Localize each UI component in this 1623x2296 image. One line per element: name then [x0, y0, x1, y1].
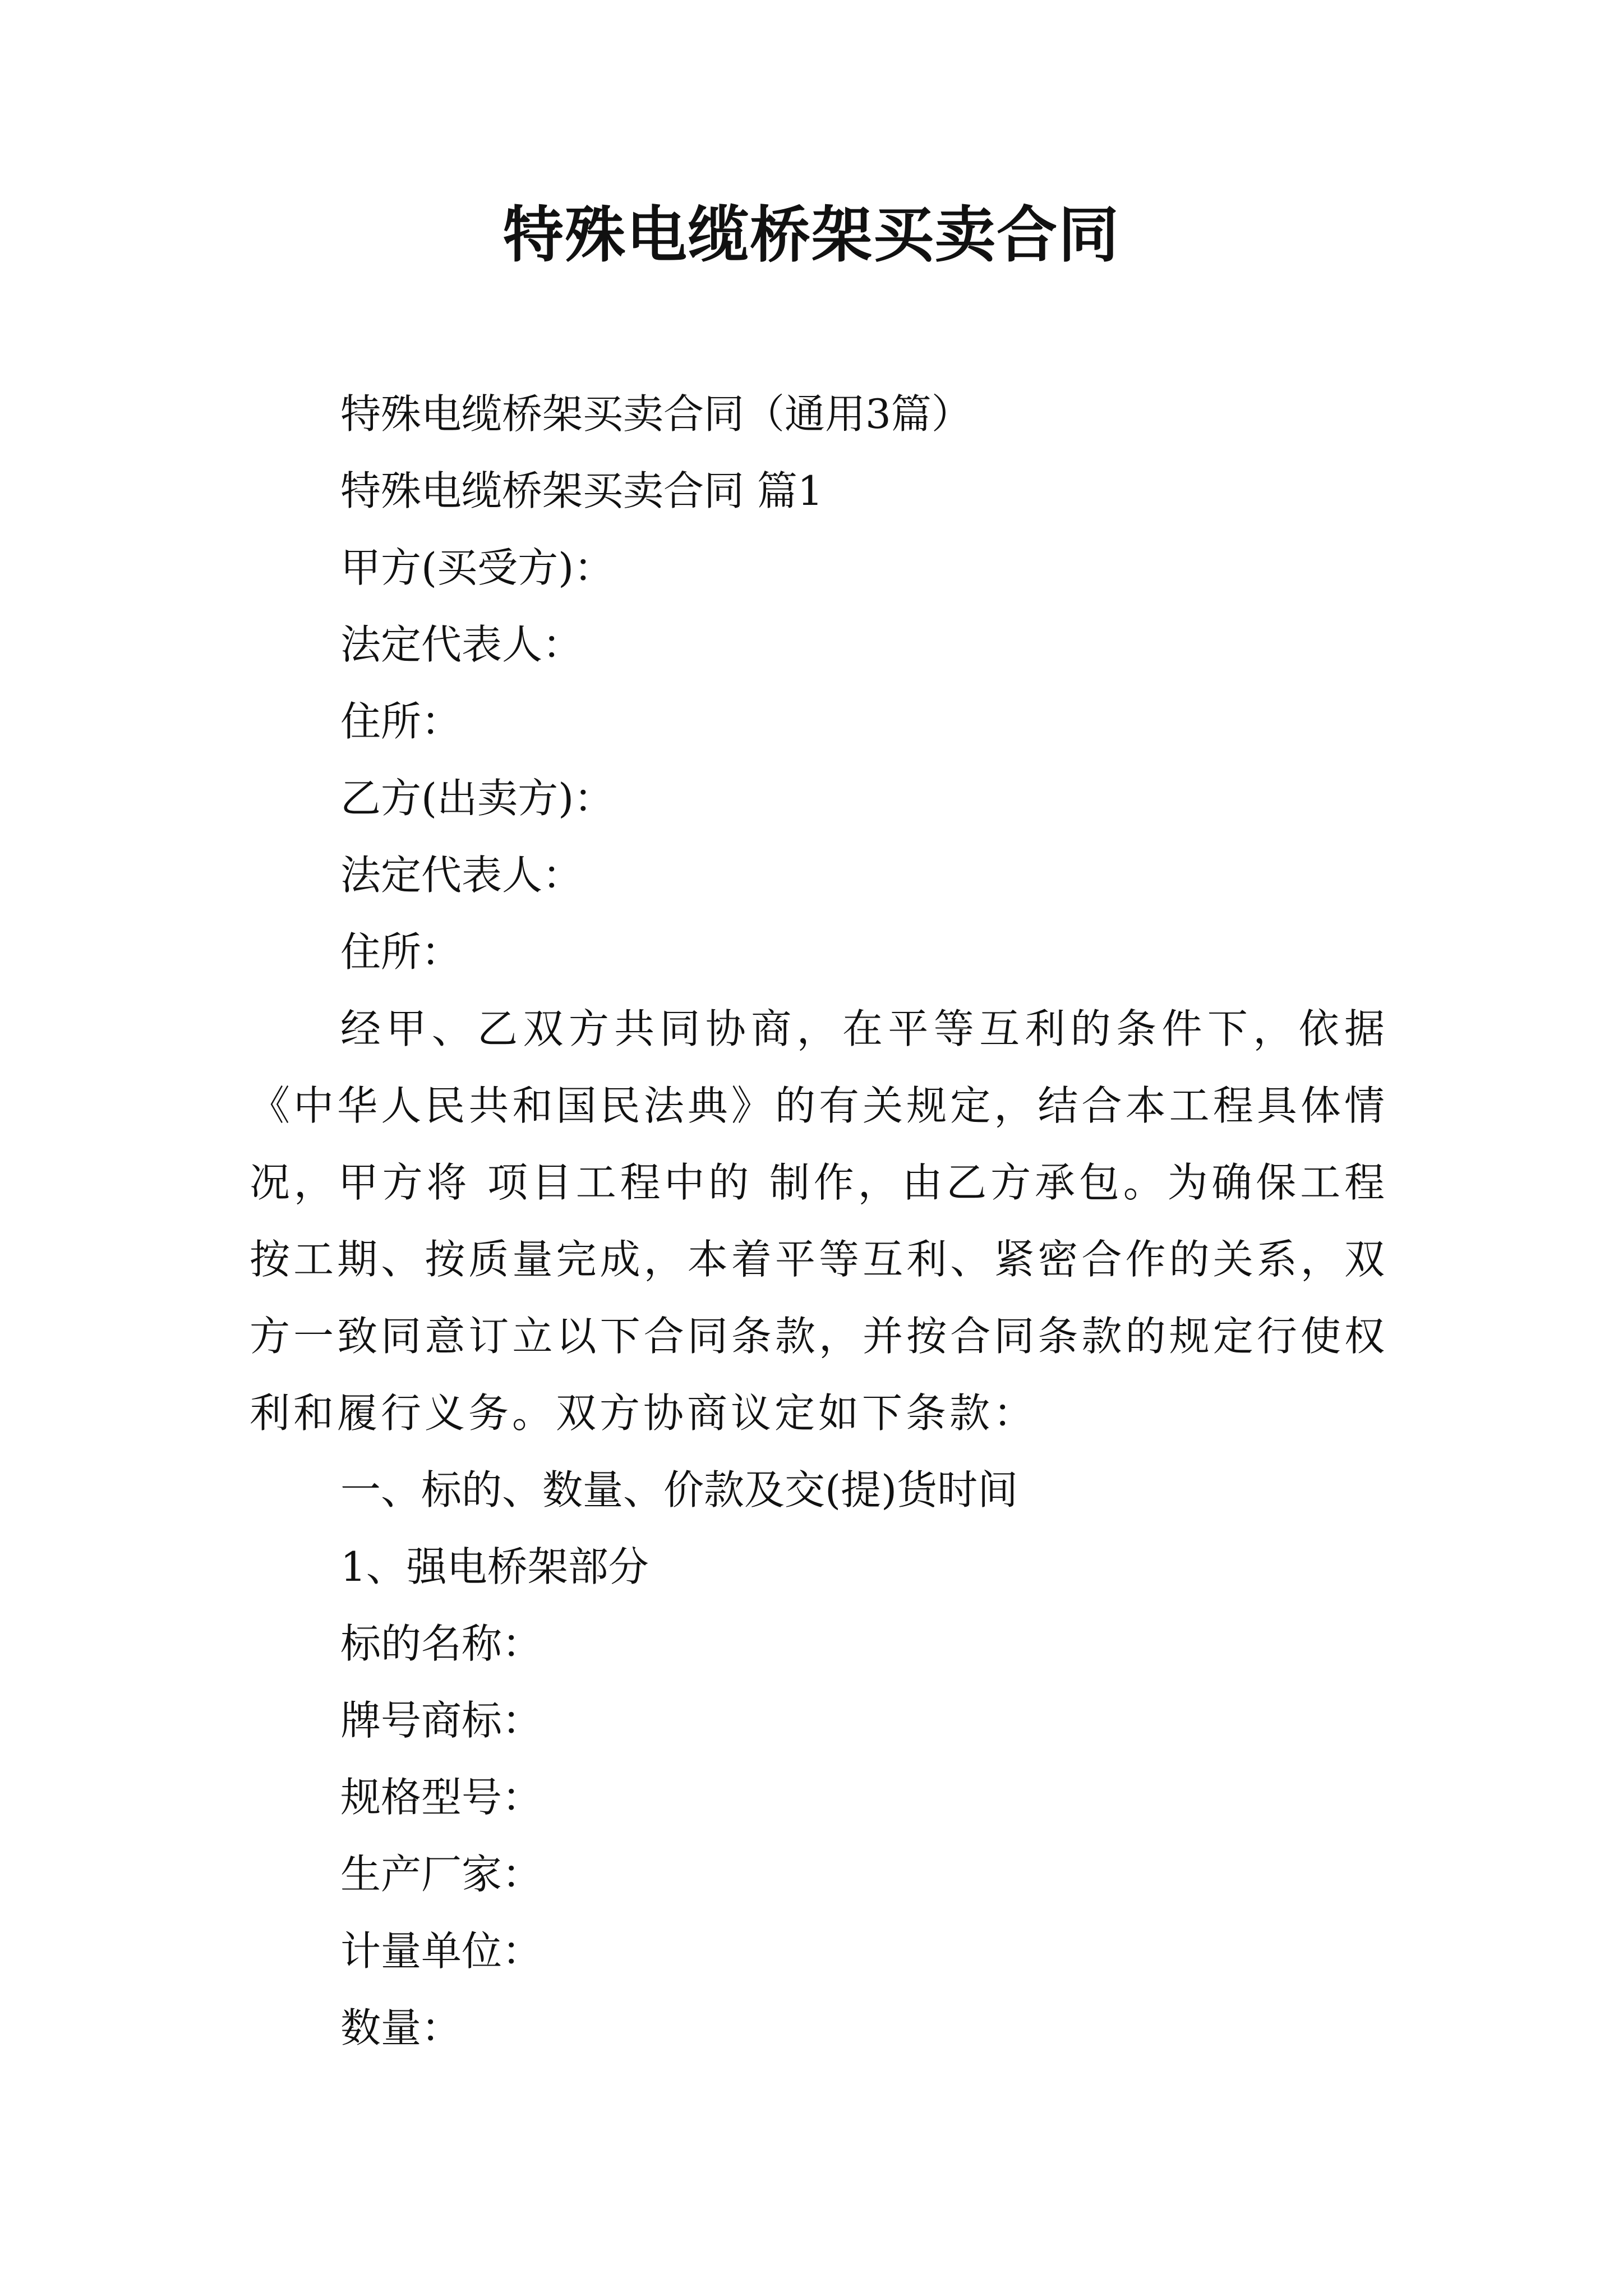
- text-line: 法定代表人：: [340, 852, 583, 899]
- section-heading: 一、标的、数量、价款及交(提)货时间: [340, 1466, 1018, 1513]
- text-line: 特殊电缆桥架买卖合同（通用3篇）: [340, 390, 972, 438]
- text-line: 计量单位：: [340, 1927, 543, 1975]
- text-line: 甲方(买受方)：: [340, 544, 615, 591]
- text-line: 住所：: [340, 928, 462, 976]
- text-line: 规格型号：: [340, 1774, 543, 1821]
- text-line: 数量：: [340, 2004, 462, 2051]
- body-paragraph: 经甲、乙双方共同协商，在平等互利的条件下，依据《中华人民共和国民法典》的有关规定，结合本工程具体情况，甲方将 项目工程中的 制作，由乙方承包。为确保工程按工期、按质量完成，本着平等互利、紧密合作的关系，双方一致同意订立以下合同条款，并按合同条款的规定行使权利和履行义务。双方协商议定如下条款：: [250, 1005, 1388, 1437]
- text-line: 特殊电缆桥架买卖合同 篇1: [340, 467, 823, 514]
- document-body: [250, 376, 1388, 2067]
- text-line: 标的名称：: [340, 1620, 543, 1667]
- text-line: 生产厂家：: [340, 1851, 543, 1898]
- text-line: 牌号商标：: [340, 1697, 543, 1744]
- text-line: 法定代表人：: [340, 621, 583, 668]
- subsection-heading: 1、强电桥架部分: [340, 1543, 649, 1590]
- document-title: 特殊电缆桥架买卖合同: [502, 200, 1120, 270]
- text-line: 乙方(出卖方)：: [340, 775, 615, 822]
- text-line: 住所：: [340, 698, 462, 745]
